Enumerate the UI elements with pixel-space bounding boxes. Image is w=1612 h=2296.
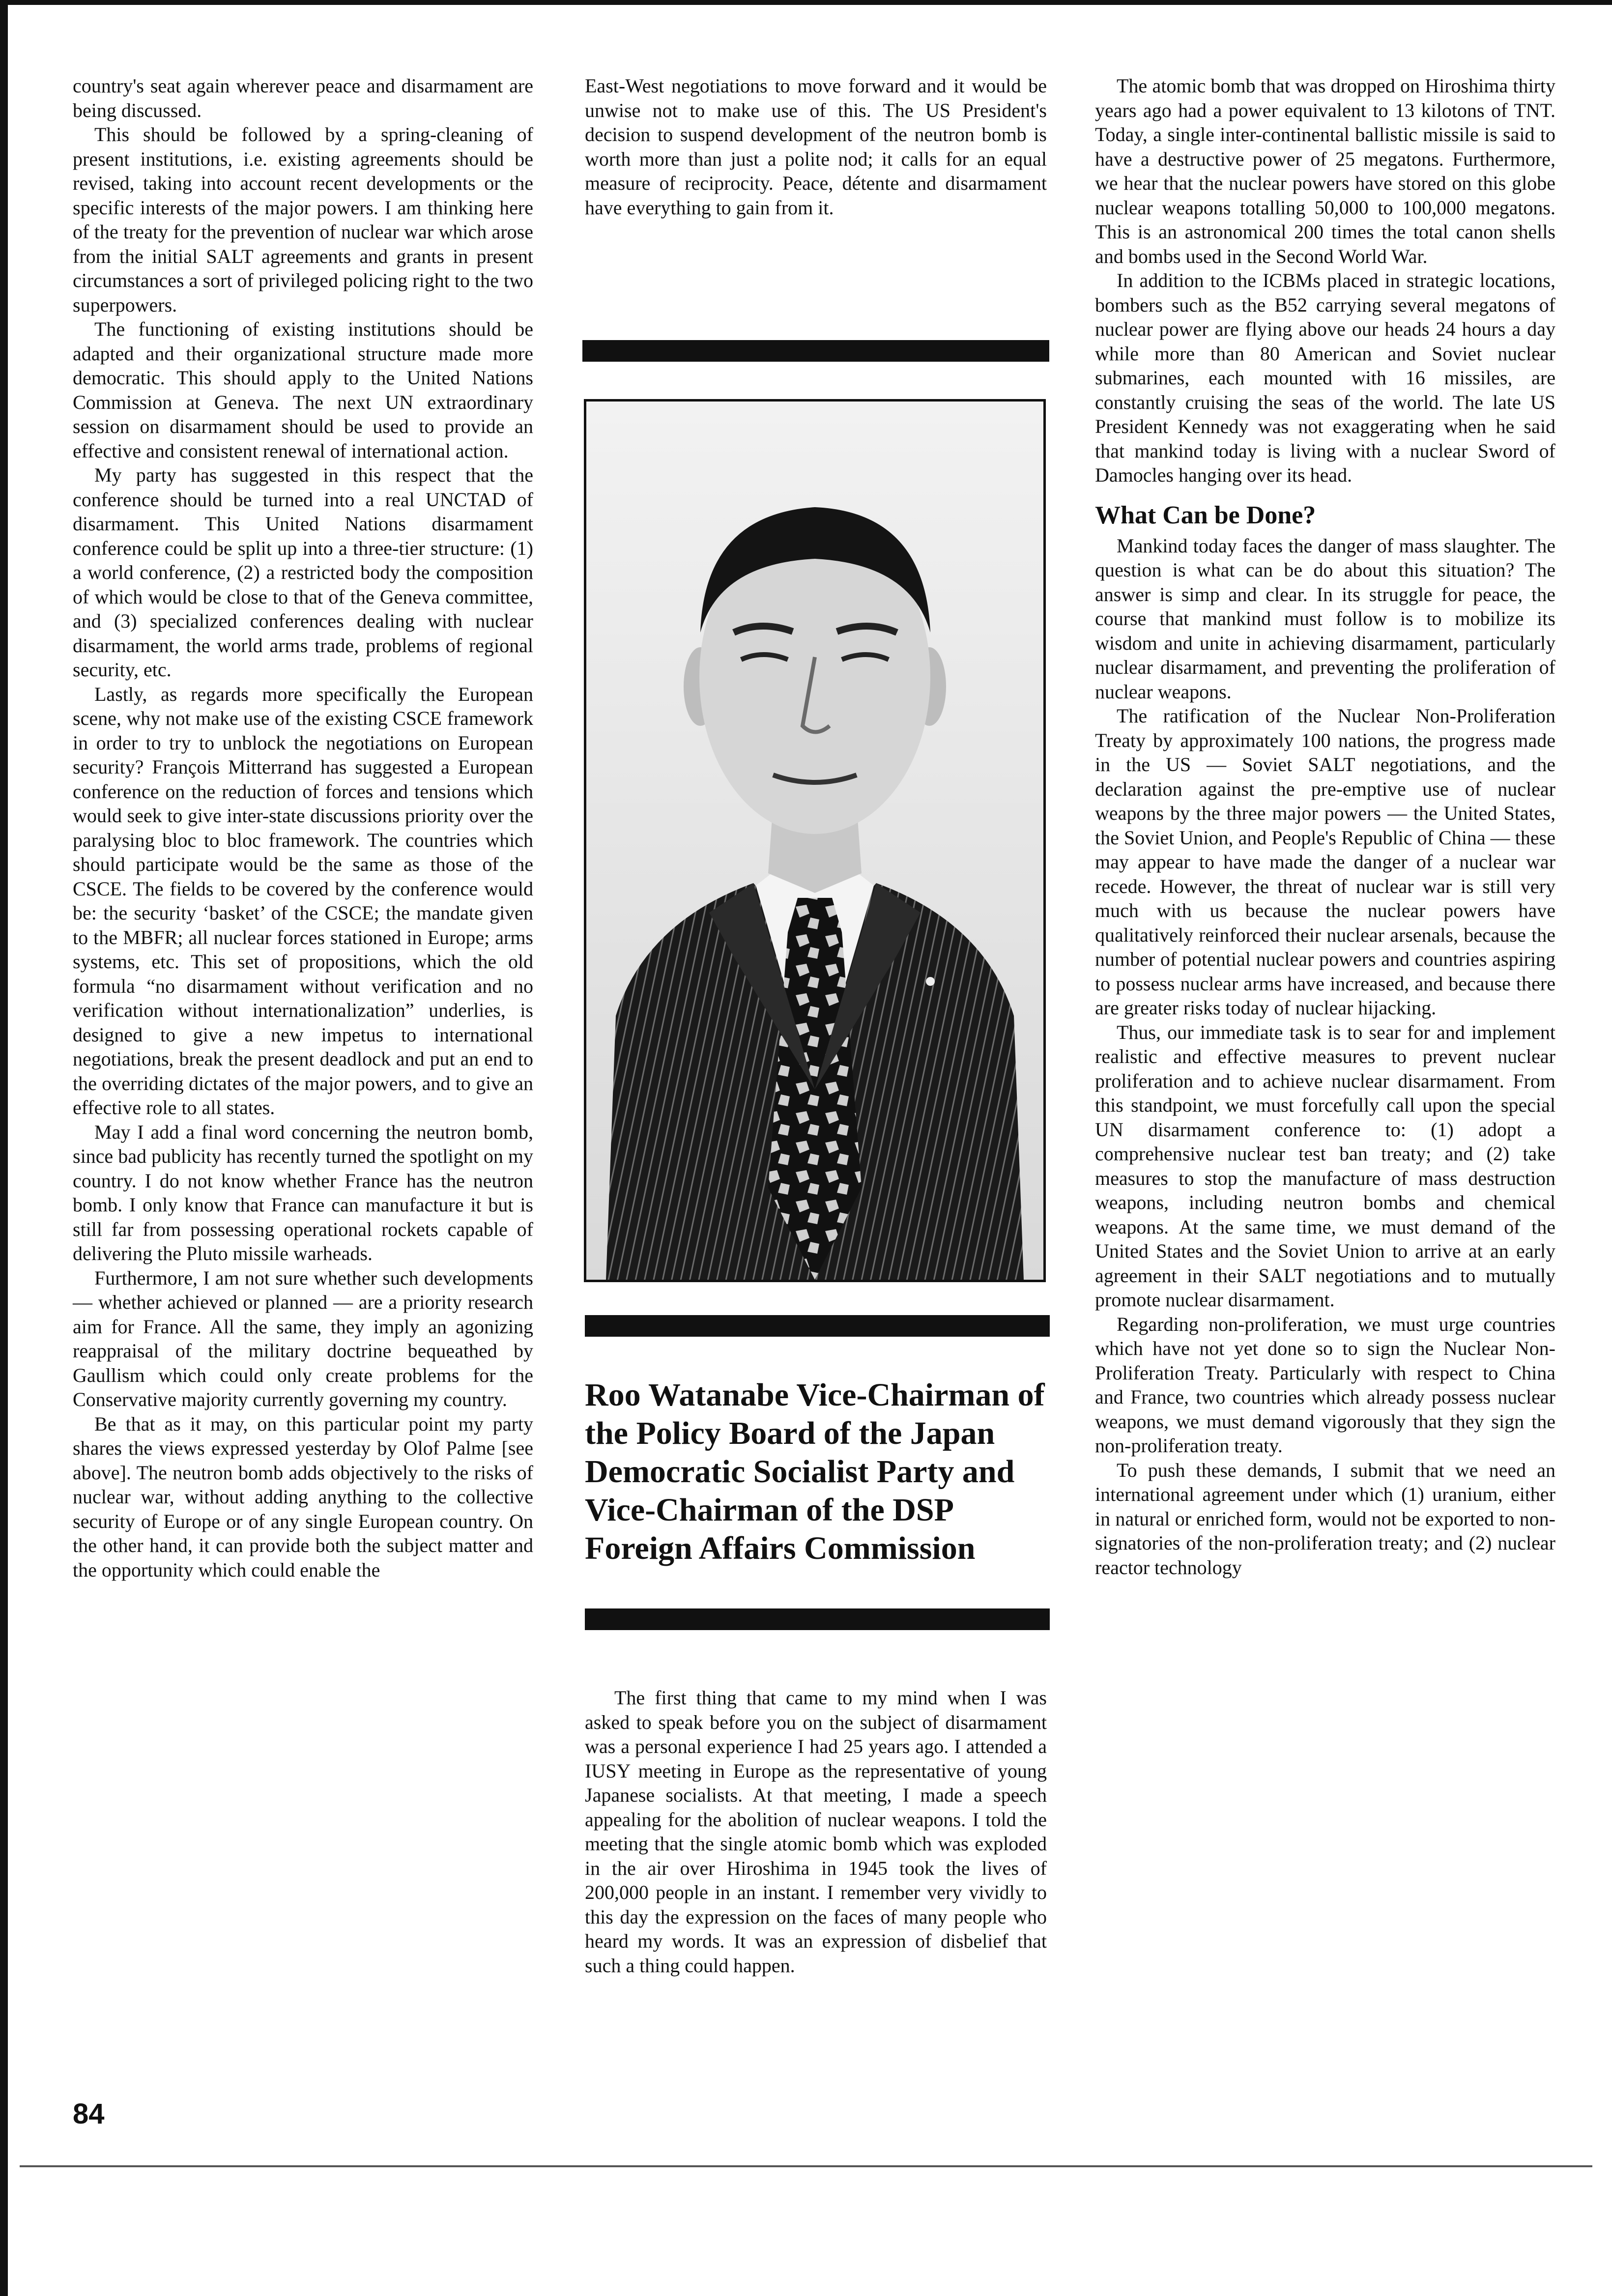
- article-column-left: [73, 74, 533, 1582]
- article-column-middle-lower: [585, 1686, 1047, 1978]
- paragraph: Furthermore, I am not sure whether such developments — whether achieved or planned — are a priority research aim for France. All the same, they imply an agonizing reappraisal of the military doctrine bequeathed by Gaullism which could only create problems for the Conservative majority currently governing my country.: [73, 1266, 533, 1410]
- paragraph: East-West negotiations to move forward and it would be unwise not to make use of this. The US President's decision to suspend development of the neutron bomb is worth more than just a polite nod; it calls for an equal measure of reciprocity. Peace, détente and disarmament have everything to gain from it.: [585, 75, 1047, 219]
- paragraph: My party has suggested in this respect that the conference should be turned into a real UNCTAD of disarmament. This United Nations disarmament conference could be split up into a three-tier structure: (1) a world conference, (2) a restricted body the composition of which would be close to that of the Geneva committee, and (3) specialized conferences dealing with nuclear disarmament, the world arms trade, problems of regional security, etc.: [73, 464, 533, 681]
- article-column-right: [1095, 74, 1555, 1579]
- paragraph: Thus, our immediate task is to sear for and implement realistic and effective measures to prevent nuclear proliferation and to achieve nuclear disarmament. From this standpoint, we must forcefully call upon the special UN disarmament conference to: (1) adopt a comprehensive nuclear test ban treaty; and (2) take measures to stop the manufacture of mass destruction weapons, including neutron bombs and chemical weapons. At the same time, we must demand of the United States and the Soviet Union to arrive at an early agreement in their SALT negotiations and to mutually promote nuclear disarmament.: [1095, 1021, 1555, 1311]
- paragraph: The ratification of the Nuclear Non-Proliferation Treaty by approximately 100 nations, the progress made in the US — Soviet SALT negotiations, and the declaration against the pre-emptive use of nuclear weapons by the three major powers — the United States, the Soviet Union, and People's Republic of China — these may appear to have made the danger of a nuclear war recede. However, the threat of nuclear war is still very much with us because the nuclear powers have qualitatively reinforced their nuclear arsenals, because the number of potential nuclear powers and countries aspiring to possess nuclear arms have increased, and because there are greater risks today of nuclear hijacking.: [1095, 705, 1555, 1019]
- paragraph: In addition to the ICBMs placed in strategic locations, bombers such as the B52 carrying several megatons of nuclear power are flying above our heads 24 hours a day while more than 80 American and Soviet nuclear submarines, each mounted with 16 missiles, are constantly cruising the seas of the world. The late US President Kennedy was not exaggerating when he said that mankind today is living with a nuclear Sword of Damocles hanging over its head.: [1095, 269, 1555, 486]
- paragraph: Lastly, as regards more specifically the European scene, why not make use of the existing CSCE framework in order to try to unblock the negotiations on European security? François Mitterrand has suggested a European conference on the reduction of forces and tensions which would seek to give inter-state discussions priority over the paralysing bloc to bloc framework. The countries which should participate would be the same as those of the CSCE. The fields to be covered by the conference would be: the security ‘basket’ of the CSCE; the mandate given to the MBFR; all nuclear forces stationed in Europe; arms systems, etc. This set of propositions, which the old formula “no disarmament without verification and no verification without internationalization” underlies, is designed to give a new impetus to international negotiations, break the present deadlock and put an end to the overriding dictates of the major powers, and to give an effective role to all states.: [73, 683, 533, 1119]
- paragraph: country's seat again wherever peace and disarmament are being discussed.: [73, 75, 533, 121]
- section-heading: What Can be Done?: [1095, 501, 1316, 529]
- paragraph: Mankind today faces the danger of mass slaughter. The question is what can be do about this situation? The answer is simp and clear. In its struggle for peace, the course that mankind must follow is to mobilize its wisdom and unite in achieving disarmament, particularly nuclear disarmament, and preventing the proliferation of nuclear weapons.: [1095, 534, 1555, 703]
- portrait-illustration: [586, 402, 1043, 1280]
- paragraph: The atomic bomb that was dropped on Hiroshima thirty years ago had a power equivalent to 13 kilotons of TNT. Today, a single inter-continental ballistic missile is said to have a destructive power of 25 megatons. Furthermore, we hear that the nuclear powers have stored on this globe nuclear weapons totalling 50,000 to 100,000 megatons. This is an astronomical 200 times the total canon shells and bombs used in the Second World War.: [1095, 75, 1555, 267]
- paragraph: The first thing that came to my mind when I was asked to speak before you on the subject of disarmament was a personal experience I had 25 years ago. I attended a IUSY meeting in Europe as the representative of young Japanese socialists. At that meeting, I made a speech appealing for the abolition of nuclear weapons. I told the meeting that the single atomic bomb which was exploded in the air over Hiroshima in 1945 took the lives of 200,000 people in an instant. I remember very vividly to this day the expression on the faces of many people who heard my words. It was an expression of disbelief that such a thing could happen.: [585, 1687, 1047, 1977]
- bottom-rule: [20, 2165, 1592, 2167]
- page-number: 84: [73, 2098, 105, 2130]
- paragraph: To push these demands, I submit that we need an international agreement under which (1) uranium, either in natural or enriched form, would not be exported to non-signatories of the non-proliferation treaty; and (2) nuclear reactor technology: [1095, 1459, 1555, 1578]
- speaker-caption: Roo Watanabe Vice-Chairman of the Policy Board of the Japan Democratic Socialist Party and Vice-Chairman of the DSP Foreign Affairs Commission: [585, 1377, 1045, 1566]
- top-border-rule: [0, 0, 1612, 5]
- portrait-photo: [584, 399, 1046, 1282]
- article-column-middle: [585, 74, 1047, 220]
- paragraph: The functioning of existing institutions should be adapted and their organizational structure made more democratic. This should apply to the United Nations Commission at Geneva. The next UN extraordinary session on disarmament should be used to provide an effective and consistent renewal of international action.: [73, 318, 533, 462]
- paragraph: This should be followed by a spring-cleaning of present institutions, i.e. existing agreements should be revised, taking into account recent developments or the specific interests of the major powers. I am thinking here of the treaty for the prevention of nuclear war which arose from the initial SALT agreements and grants in present circumstances a sort of privileged policing right to the two superpowers.: [73, 123, 533, 316]
- divider-bar-bottom: [585, 1608, 1050, 1630]
- paragraph: May I add a final word concerning the neutron bomb, since bad publicity has recently turned the spotlight on my country. I do not know whether France has the neutron bomb. I only know that France can manufacture it but is still far from possessing operational rockets capable of delivering the Pluto missile warheads.: [73, 1120, 533, 1264]
- paragraph: Regarding non-proliferation, we must urge countries which have not yet done so to sign the Nuclear Non-Proliferation Treaty. Particularly with respect to China and France, two countries which already possess nuclear weapons, we must demand vigorously that they sign the non-proliferation treaty.: [1095, 1313, 1555, 1457]
- divider-bar-middle: [585, 1315, 1050, 1337]
- paragraph: Be that as it may, on this particular point my party shares the views expressed yesterday by Olof Palme [see above]. The neutron bomb adds objectively to the risks of nuclear war, without adding anything to the collective security of Europe or of any single European country. On the other hand, it can provide both the subject matter and the opportunity which could enable the: [73, 1412, 533, 1581]
- left-border-rule: [0, 0, 8, 2296]
- divider-bar-top: [582, 340, 1049, 362]
